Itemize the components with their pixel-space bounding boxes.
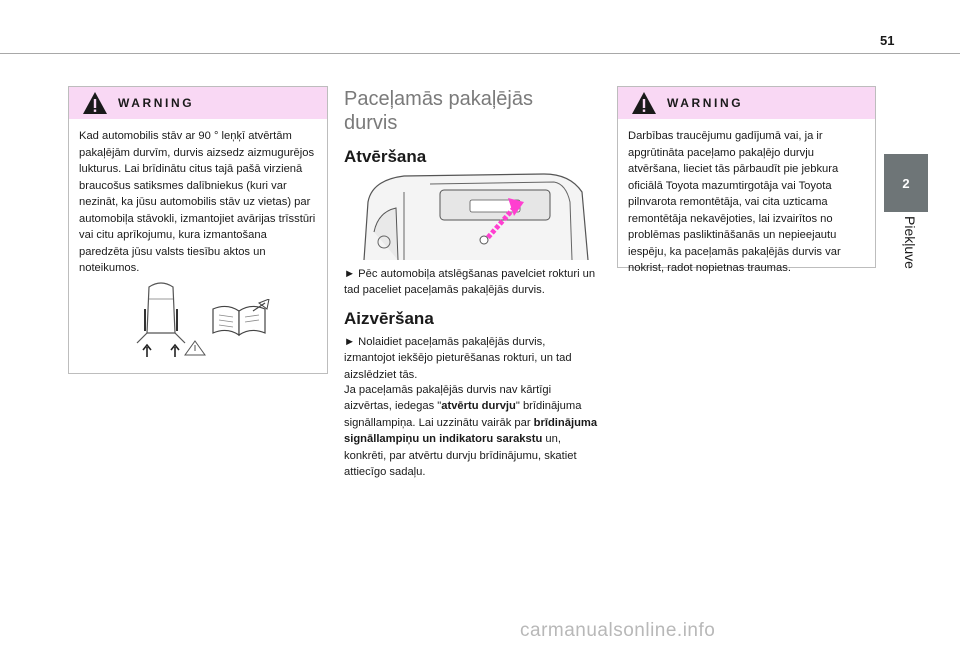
warning-box-left (68, 86, 328, 374)
opening-instruction: ► Pēc automobiļa atslēgšanas pavelciet rokturi un tad paceliet paceļamās pakaļējās durvis. (344, 268, 596, 297)
warning-text: Darbības traucējumu gadījumā vai, ja ir apgrūtināta paceļamo pakaļējo durvju atvēršana, lieciet tās pārbaudīt pie jebkura oficiālā Toyota mazumtirgotāja vai Toyota pilnvarota remontētāja, vai cita uzticama remontētāja nekavējoties, lai izvairītos no problēmas pasliktināšanās un nepieejautu iespēju, ka paceļamās pakaļējās durvis var nokrist, radot nopietnas traumas. (628, 130, 841, 274)
closing-note (344, 382, 598, 480)
warning-header (618, 87, 875, 119)
closing-note-emphasis-2: brīdinājuma signāllampiņu un indikatoru sarakstu (344, 416, 598, 446)
closing-note-text-1: Ja paceļamās pakaļējās durvis nav kārtīgi aizvērtas, iedegas " (344, 384, 552, 413)
closing-note-text-3: un, konkrēti, par atvērtu durvju brīdinājumu, skatiet attiecīgo sadaļu. (344, 433, 577, 479)
warning-triangle-icon (82, 91, 108, 115)
closing-note-text-2: " brīdinājuma signāllampiņa. Lai uzzinātu vairāk par (344, 400, 582, 429)
page-number: 51 (880, 33, 895, 48)
chapter-label: Piekļuve (902, 216, 918, 269)
tailgate-handle-illustration (344, 172, 600, 260)
section-title: Paceļamās pakaļējās durvis (344, 88, 533, 134)
opening-heading: Atvēršana (344, 147, 427, 166)
closing-heading: Aizvēršana (344, 309, 434, 328)
header-rule (0, 53, 960, 54)
warning-triangle-icon (631, 91, 657, 115)
warning-title: WARNING (118, 96, 195, 110)
chapter-tab[interactable]: 2 (884, 154, 928, 212)
watermark: carmanualsonline.info (520, 620, 716, 641)
warning-header (69, 87, 327, 119)
warning-text: Kad automobilis stāv ar 90 ° leņķī atvērtām pakaļējām durvīm, durvis aizsedz aizmugurējos lukturus. Lai brīdinātu citus tajā pašā virzienā braucošus satiksmes dalībniekus (kuri var nezināt, ka jūsu automobilis stāv uz vietas) par automobiļa stāvokli, izmantojiet avārijas trīsstūri vai citu aprīkojumu, kura izmantošana paredzēta jūsu valsts tiesību aktos un noteikumos. (79, 130, 316, 274)
closing-note-emphasis-1: atvērtu durvju (441, 400, 516, 413)
warning-box-right (617, 86, 876, 274)
van-top-view-illustration (135, 279, 209, 357)
closing-instruction: ► Nolaidiet paceļamās pakaļējās durvis, izmantojot iekšējo pieturēšanas rokturi, un tad aizslēdziet tās. (344, 336, 572, 381)
manual-book-icon (209, 299, 273, 337)
warning-title: WARNING (667, 96, 744, 110)
